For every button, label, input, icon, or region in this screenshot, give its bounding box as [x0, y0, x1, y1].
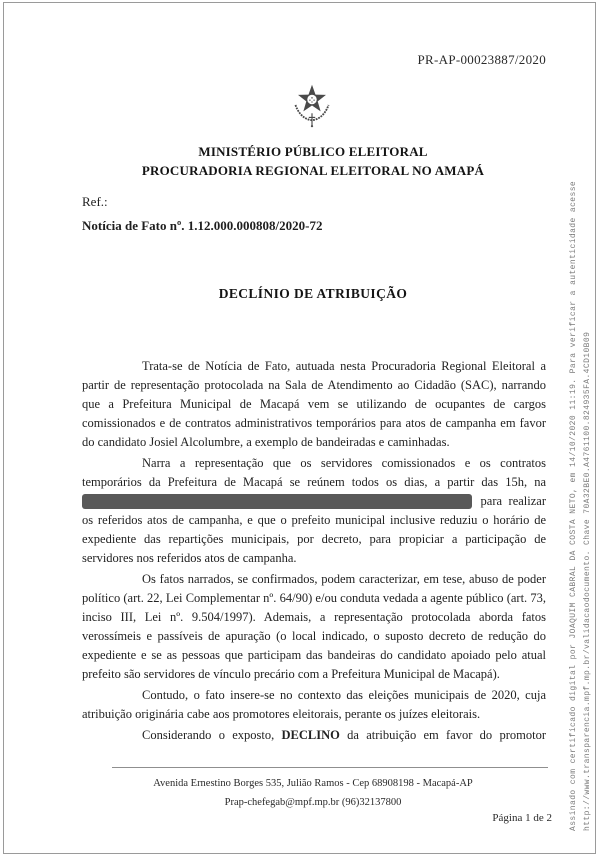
page-indicator: Página 1 de 2	[492, 812, 552, 824]
redaction-bar	[82, 494, 472, 509]
document-reference-number: PR-AP-00023887/2020	[417, 52, 546, 67]
coat-of-arms-icon	[289, 80, 335, 135]
paragraph-5-tail: da atribuição em favor do promotor	[339, 728, 546, 742]
paragraph-2-text-before: Narra a representação que os servidores comissionados e os contratos temporários da Prefeitura de Macapá se reúnem todos os dias, a partir das 15h, na	[82, 456, 546, 489]
body-paragraph-5	[82, 726, 546, 745]
body-paragraph-1: Trata-se de Notícia de Fato, autuada nesta Procuradoria Regional Eleitoral a partir de representação protocolada na Sala de Atendimento ao Cidadão (SAC), narrando que a Prefeitura Municipal de Macapá vem se utilizando de ocupantes de cargos comissionados e de contratos administrativos temporários para atos de campanha em favor do candidato Josiel Alcolumbre, a exemplo de bandeiradas e caminhadas.	[82, 359, 546, 449]
document-title: DECLÍNIO DE ATRIBUIÇÃO	[218, 286, 408, 301]
document-body	[82, 357, 546, 747]
org-name-line1: MINISTÉRIO PÚBLICO ELEITORAL	[198, 144, 428, 159]
footer-address: Avenida Ernestino Borges 535, Julião Ramos - Cep 68908198 - Macapá-AP	[153, 778, 473, 789]
ref-case-number: Notícia de Fato nº. 1.12.000.000808/2020-72	[82, 218, 323, 233]
body-paragraph-2	[82, 454, 546, 568]
signature-stamp-line2: http://www.transparencia.mpf.mp.br/validacaodocumento. Chave 70A32BE0.A4761100.824935FA.4CD10B09	[582, 331, 592, 831]
letterhead-emblem	[80, 80, 544, 135]
paragraph-2-text-after: para realizar os referidos atos de campanha, e que o prefeito municipal inclusive reduziu o horário de expediente das repartições municipais, por decreto, para propiciar a participação de servidores nos referidos atos de campanha.	[82, 494, 546, 565]
paragraph-5-lead: Considerando o exposto,	[142, 728, 282, 742]
org-name-line2: PROCURADORIA REGIONAL ELEITORAL NO AMAPÁ	[141, 163, 485, 178]
digital-signature-stamp	[567, 146, 594, 831]
body-paragraph-3: Os fatos narrados, se confirmados, podem caracterizar, em tese, abuso de poder político (art. 22, Lei Complementar nº. 64/90) e/ou conduta vedada a agente público (art. 73, inciso III, Lei nº. 9.504/1997). Ademais, a representação protocolada aborda fatos verossímeis e passíveis de apuração (o local indicado, o suposto decreto de redução do expediente e se as pessoas que participam das bandeiras do candidato apoiado pelo atual prefeito são servidores de vínculo precário com a Prefeitura Municipal de Macapá).	[82, 572, 546, 681]
ref-label: Ref.:	[82, 194, 108, 209]
footer-contact: Prap-chefegab@mpf.mp.br (96)32137800	[224, 797, 402, 808]
footer-separator	[112, 767, 548, 768]
body-paragraph-4: Contudo, o fato insere-se no contexto das eleições municipais de 2020, cuja atribuição originária cabe aos promotores eleitorais, perante os juízes eleitorais.	[82, 688, 546, 721]
declino-emphasis: DECLINO	[281, 728, 340, 742]
signature-stamp-line1: Assinado com certificado digital por JOAQUIM CABRAL DA COSTA NETO, em 14/10/2020 11:19. Para verificar a autenticidade acesse	[569, 180, 578, 831]
